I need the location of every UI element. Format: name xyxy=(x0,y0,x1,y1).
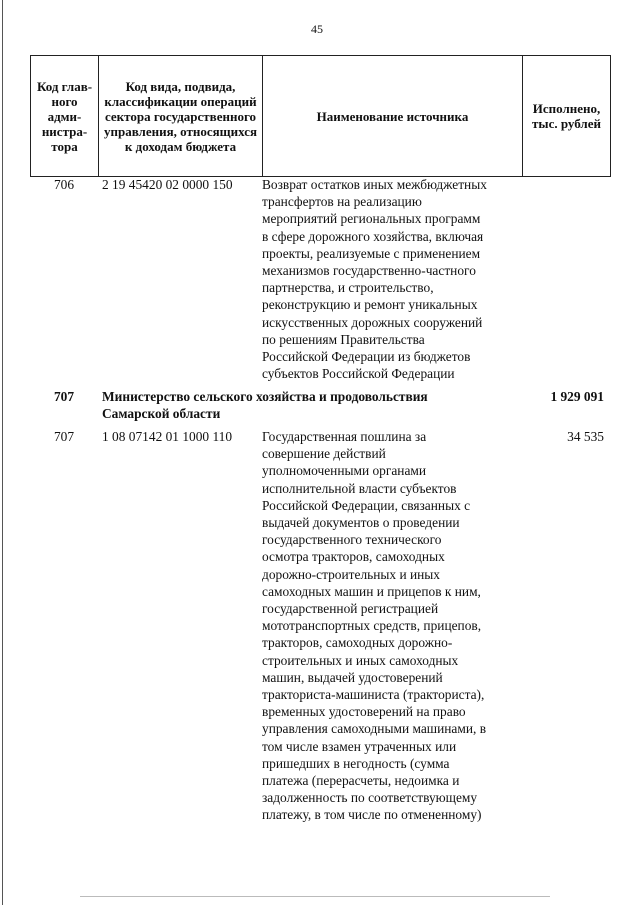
header-source-name: Наименование источника xyxy=(263,56,523,177)
header-classification-code: Код вида, подвида, классификации операций сектора государственного управления, относящихся к доходам бюджета xyxy=(99,56,263,177)
amount-cell: 1 929 091 xyxy=(550,389,604,404)
page-left-edge xyxy=(2,0,3,905)
ministry-name-cell: Министерство сельского хозяйства и продовольствия Самарской области xyxy=(102,389,428,422)
classification-code-cell: 2 19 45420 02 0000 150 xyxy=(102,177,233,192)
amount-cell: 34 535 xyxy=(567,429,604,444)
page-number: 45 xyxy=(311,22,323,36)
classification-code-cell: 1 08 07142 01 1000 110 xyxy=(102,429,233,444)
table-body xyxy=(30,176,610,824)
header-admin-code: Код глав-ного адми-нистра-тора xyxy=(31,56,99,177)
admin-code-cell: 706 xyxy=(53,177,75,192)
header-amount: Исполнено, тыс. рублей xyxy=(523,56,611,177)
admin-code-cell: 707 xyxy=(53,429,75,444)
admin-code-cell: 707 xyxy=(53,389,75,404)
source-name-cell: Возврат остатков иных межбюджетных трансфертов на реализацию мероприятий региональных программ в сфере дорожного хозяйства, включая проекты, реализуемые с применением механизмов государственно-частного партнерства, и строительство, реконструкцию и ремонт уникальных искусственных дорожных сооружений по решениям Правительства Российской Федерации из бюджетов субъектов Российской Федерации xyxy=(262,177,487,382)
table-row-ministry xyxy=(30,388,610,428)
table-row xyxy=(30,428,610,824)
page-bottom-line xyxy=(80,896,550,897)
table-row xyxy=(30,176,610,382)
table-header xyxy=(30,55,611,177)
source-name-cell: Государственная пошлина за совершение действий уполномоченными органами исполнительной власти субъектов Российской Федерации, связанных с выдачей документов о проведении государственного технического осмотра тракторов, самоходных дорожно-строительных и иных самоходных машин и прицепов к ним, государственной регистрацией мототранспортных средств, прицепов, тракторов, самоходных дорожно- строительных и иных самоходных машин, выдачей удостоверений тракториста-машиниста (тракториста), временных удостоверений на право управления самоходными машинами, в том числе взамен утраченных или пришедших в негодность (сумма платежа (перерасчеты, недоимка и задолженность по соответствующему платежу, в том числе по отмененному) xyxy=(262,429,487,823)
